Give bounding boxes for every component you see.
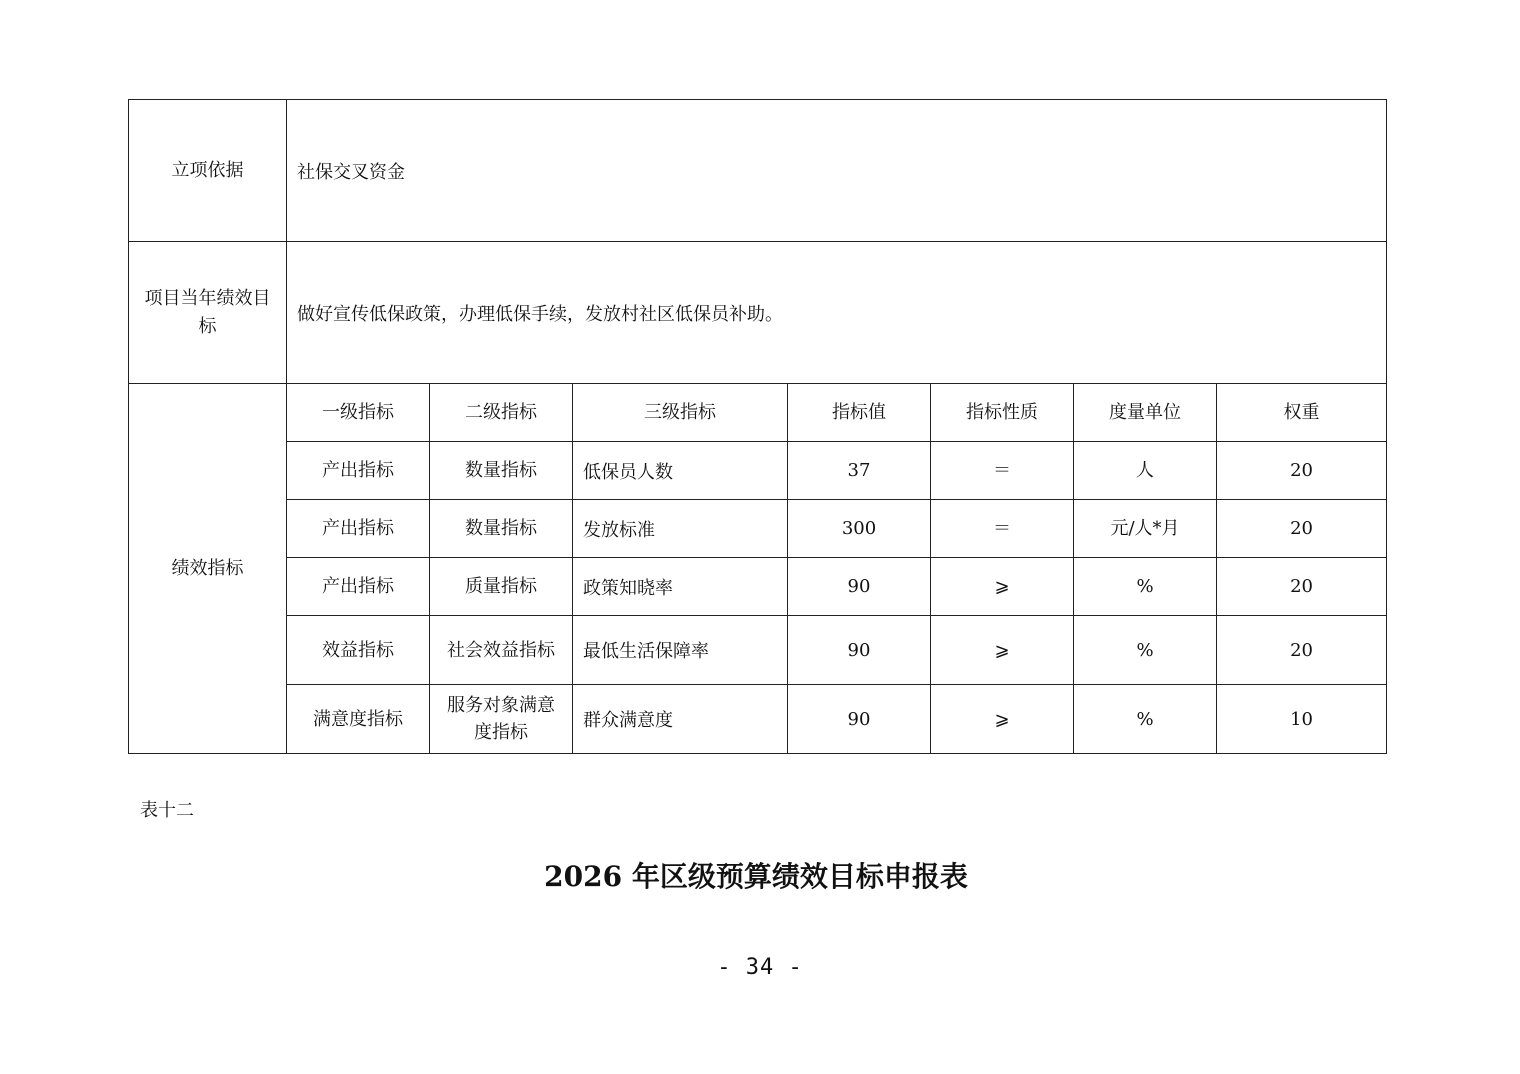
- weight-cell: 20: [1217, 616, 1387, 685]
- table-header-row: [129, 384, 1387, 442]
- level2-cell: 质量指标: [430, 558, 573, 616]
- table-row-basis: [129, 100, 1387, 242]
- table-row: [129, 442, 1387, 500]
- table-caption: 表十二: [140, 800, 194, 821]
- level1-cell: 满意度指标: [287, 685, 430, 754]
- header-cell: 指标值: [788, 384, 931, 442]
- unit-cell: %: [1074, 558, 1217, 616]
- performance-target-table: [128, 99, 1387, 754]
- header-cell: 指标性质: [931, 384, 1074, 442]
- level1-cell: 产出指标: [287, 558, 430, 616]
- table-row: [129, 558, 1387, 616]
- level2-cell: 数量指标: [430, 500, 573, 558]
- level3-cell: 群众满意度: [573, 685, 788, 754]
- level1-cell: 效益指标: [287, 616, 430, 685]
- unit-cell: %: [1074, 685, 1217, 754]
- nature-cell: ⩾: [931, 558, 1074, 616]
- weight-cell: 20: [1217, 558, 1387, 616]
- document-title: 2026 年区级预算绩效目标申报表: [544, 860, 968, 893]
- level2-cell: 数量指标: [430, 442, 573, 500]
- basis-value: 社保交叉资金: [287, 100, 1387, 242]
- nature-cell: ⩾: [931, 616, 1074, 685]
- value-cell: 300: [788, 500, 931, 558]
- level3-cell: 发放标准: [573, 500, 788, 558]
- level1-cell: 产出指标: [287, 442, 430, 500]
- level3-cell: 低保员人数: [573, 442, 788, 500]
- weight-cell: 20: [1217, 500, 1387, 558]
- value-cell: 37: [788, 442, 931, 500]
- level2-cell: 服务对象满意度指标: [430, 685, 573, 754]
- nature-cell: ＝: [931, 442, 1074, 500]
- value-cell: 90: [788, 616, 931, 685]
- page-number: - 34 -: [717, 955, 803, 980]
- weight-cell: 20: [1217, 442, 1387, 500]
- header-cell: 三级指标: [573, 384, 788, 442]
- weight-cell: 10: [1217, 685, 1387, 754]
- header-cell: 一级指标: [287, 384, 430, 442]
- table-row: [129, 616, 1387, 685]
- indicators-label: 绩效指标: [129, 384, 287, 754]
- header-cell: 权重: [1217, 384, 1387, 442]
- goal-value: 做好宣传低保政策，办理低保手续，发放村社区低保员补助。: [287, 242, 1387, 384]
- level3-cell: 最低生活保障率: [573, 616, 788, 685]
- unit-cell: 元/人*月: [1074, 500, 1217, 558]
- basis-label: 立项依据: [129, 100, 287, 242]
- value-cell: 90: [788, 685, 931, 754]
- table-row: [129, 500, 1387, 558]
- header-cell: 二级指标: [430, 384, 573, 442]
- header-cell: 度量单位: [1074, 384, 1217, 442]
- nature-cell: ＝: [931, 500, 1074, 558]
- unit-cell: %: [1074, 616, 1217, 685]
- table-row: [129, 685, 1387, 754]
- level1-cell: 产出指标: [287, 500, 430, 558]
- unit-cell: 人: [1074, 442, 1217, 500]
- table-row-goal: [129, 242, 1387, 384]
- goal-label: 项目当年绩效目标: [129, 242, 287, 384]
- value-cell: 90: [788, 558, 931, 616]
- level3-cell: 政策知晓率: [573, 558, 788, 616]
- nature-cell: ⩾: [931, 685, 1074, 754]
- level2-cell: 社会效益指标: [430, 616, 573, 685]
